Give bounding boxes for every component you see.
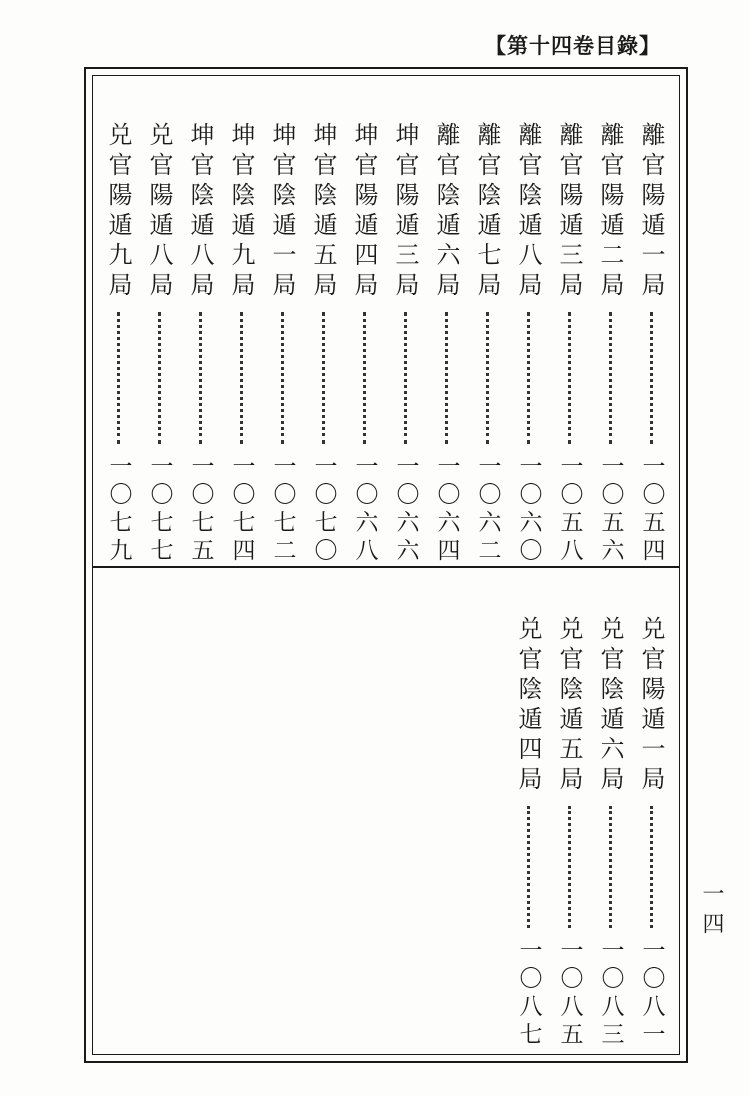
entry-title: 坤官陰遁八局 [186,122,214,302]
entry-title: 坤官陰遁九局 [227,122,255,302]
dot-leader [445,312,448,444]
entry-title: 坤官陽遁三局 [391,122,419,302]
entry-title: 坤官陰遁五局 [309,122,337,302]
entry-title: 離官陰遁六局 [432,122,460,302]
dot-leader [568,806,571,928]
entry-title: 離官陽遁三局 [555,122,583,302]
entry-page: 一〇七五 [187,454,214,566]
dot-leader [281,312,284,444]
entry-title: 兑官陽遁一局 [637,616,665,796]
entry-title: 兑官陽遁九局 [104,122,132,302]
inner-frame [92,75,680,1055]
entry-page: 一〇八一 [638,938,665,1050]
toc-entry[interactable] [224,122,258,566]
entry-page: 一〇五六 [597,454,624,566]
dot-leader [240,312,243,444]
entry-page: 一〇七〇 [310,454,337,566]
toc-entry[interactable] [101,122,135,566]
dot-leader [650,806,653,928]
toc-entry[interactable] [511,616,545,1050]
dot-leader [363,312,366,444]
toc-entry[interactable] [183,122,217,566]
entry-title: 兑官陰遁五局 [555,616,583,796]
entry-title: 離官陽遁二局 [596,122,624,302]
entry-page: 一〇五八 [556,454,583,566]
toc-entry[interactable] [347,122,381,566]
toc-entry[interactable] [634,122,668,566]
entry-page: 一〇八三 [597,938,624,1050]
dot-leader [609,312,612,444]
dot-leader [527,312,530,444]
volume-toc-header: 【第十四卷目錄】 [485,34,661,58]
toc-entry[interactable] [470,122,504,566]
entry-page: 一〇七四 [228,454,255,566]
dot-leader [568,312,571,444]
page-number: 一四 [699,882,724,942]
toc-entry[interactable] [634,616,668,1050]
entry-page: 一〇六八 [351,454,378,566]
dot-leader [609,806,612,928]
dot-leader [322,312,325,444]
toc-entry[interactable] [306,122,340,566]
entry-page: 一〇六六 [392,454,419,566]
entry-title: 兑官陰遁六局 [596,616,624,796]
dot-leader [199,312,202,444]
toc-entry[interactable] [552,122,586,566]
toc-entry[interactable] [593,122,627,566]
toc-entry[interactable] [593,616,627,1050]
toc-entry[interactable] [388,122,422,566]
entry-page: 一〇七九 [105,454,132,566]
entry-page: 一〇八七 [515,938,542,1050]
dot-leader [158,312,161,444]
entry-page: 一〇七二 [269,454,296,566]
toc-entry[interactable] [265,122,299,566]
dot-leader [404,312,407,444]
dot-leader [486,312,489,444]
entry-page: 一〇六四 [433,454,460,566]
entry-page: 一〇六二 [474,454,501,566]
entry-title: 坤官陽遁四局 [350,122,378,302]
section-divider [93,566,679,568]
entry-page: 一〇七七 [146,454,173,566]
toc-entry[interactable] [511,122,545,566]
entry-title: 離官陰遁七局 [473,122,501,302]
toc-entry[interactable] [429,122,463,566]
toc-entry[interactable] [142,122,176,566]
dot-leader [117,312,120,444]
toc-entry[interactable] [552,616,586,1050]
entry-title: 離官陽遁一局 [637,122,665,302]
entry-page: 一〇五四 [638,454,665,566]
entry-page: 一〇六〇 [515,454,542,566]
entry-title: 兑官陰遁四局 [514,616,542,796]
entry-page: 一〇八五 [556,938,583,1050]
entry-title: 離官陰遁八局 [514,122,542,302]
entry-title: 坤官陰遁一局 [268,122,296,302]
dot-leader [527,806,530,928]
dot-leader [650,312,653,444]
page-frame [84,67,688,1063]
entry-title: 兑官陽遁八局 [145,122,173,302]
